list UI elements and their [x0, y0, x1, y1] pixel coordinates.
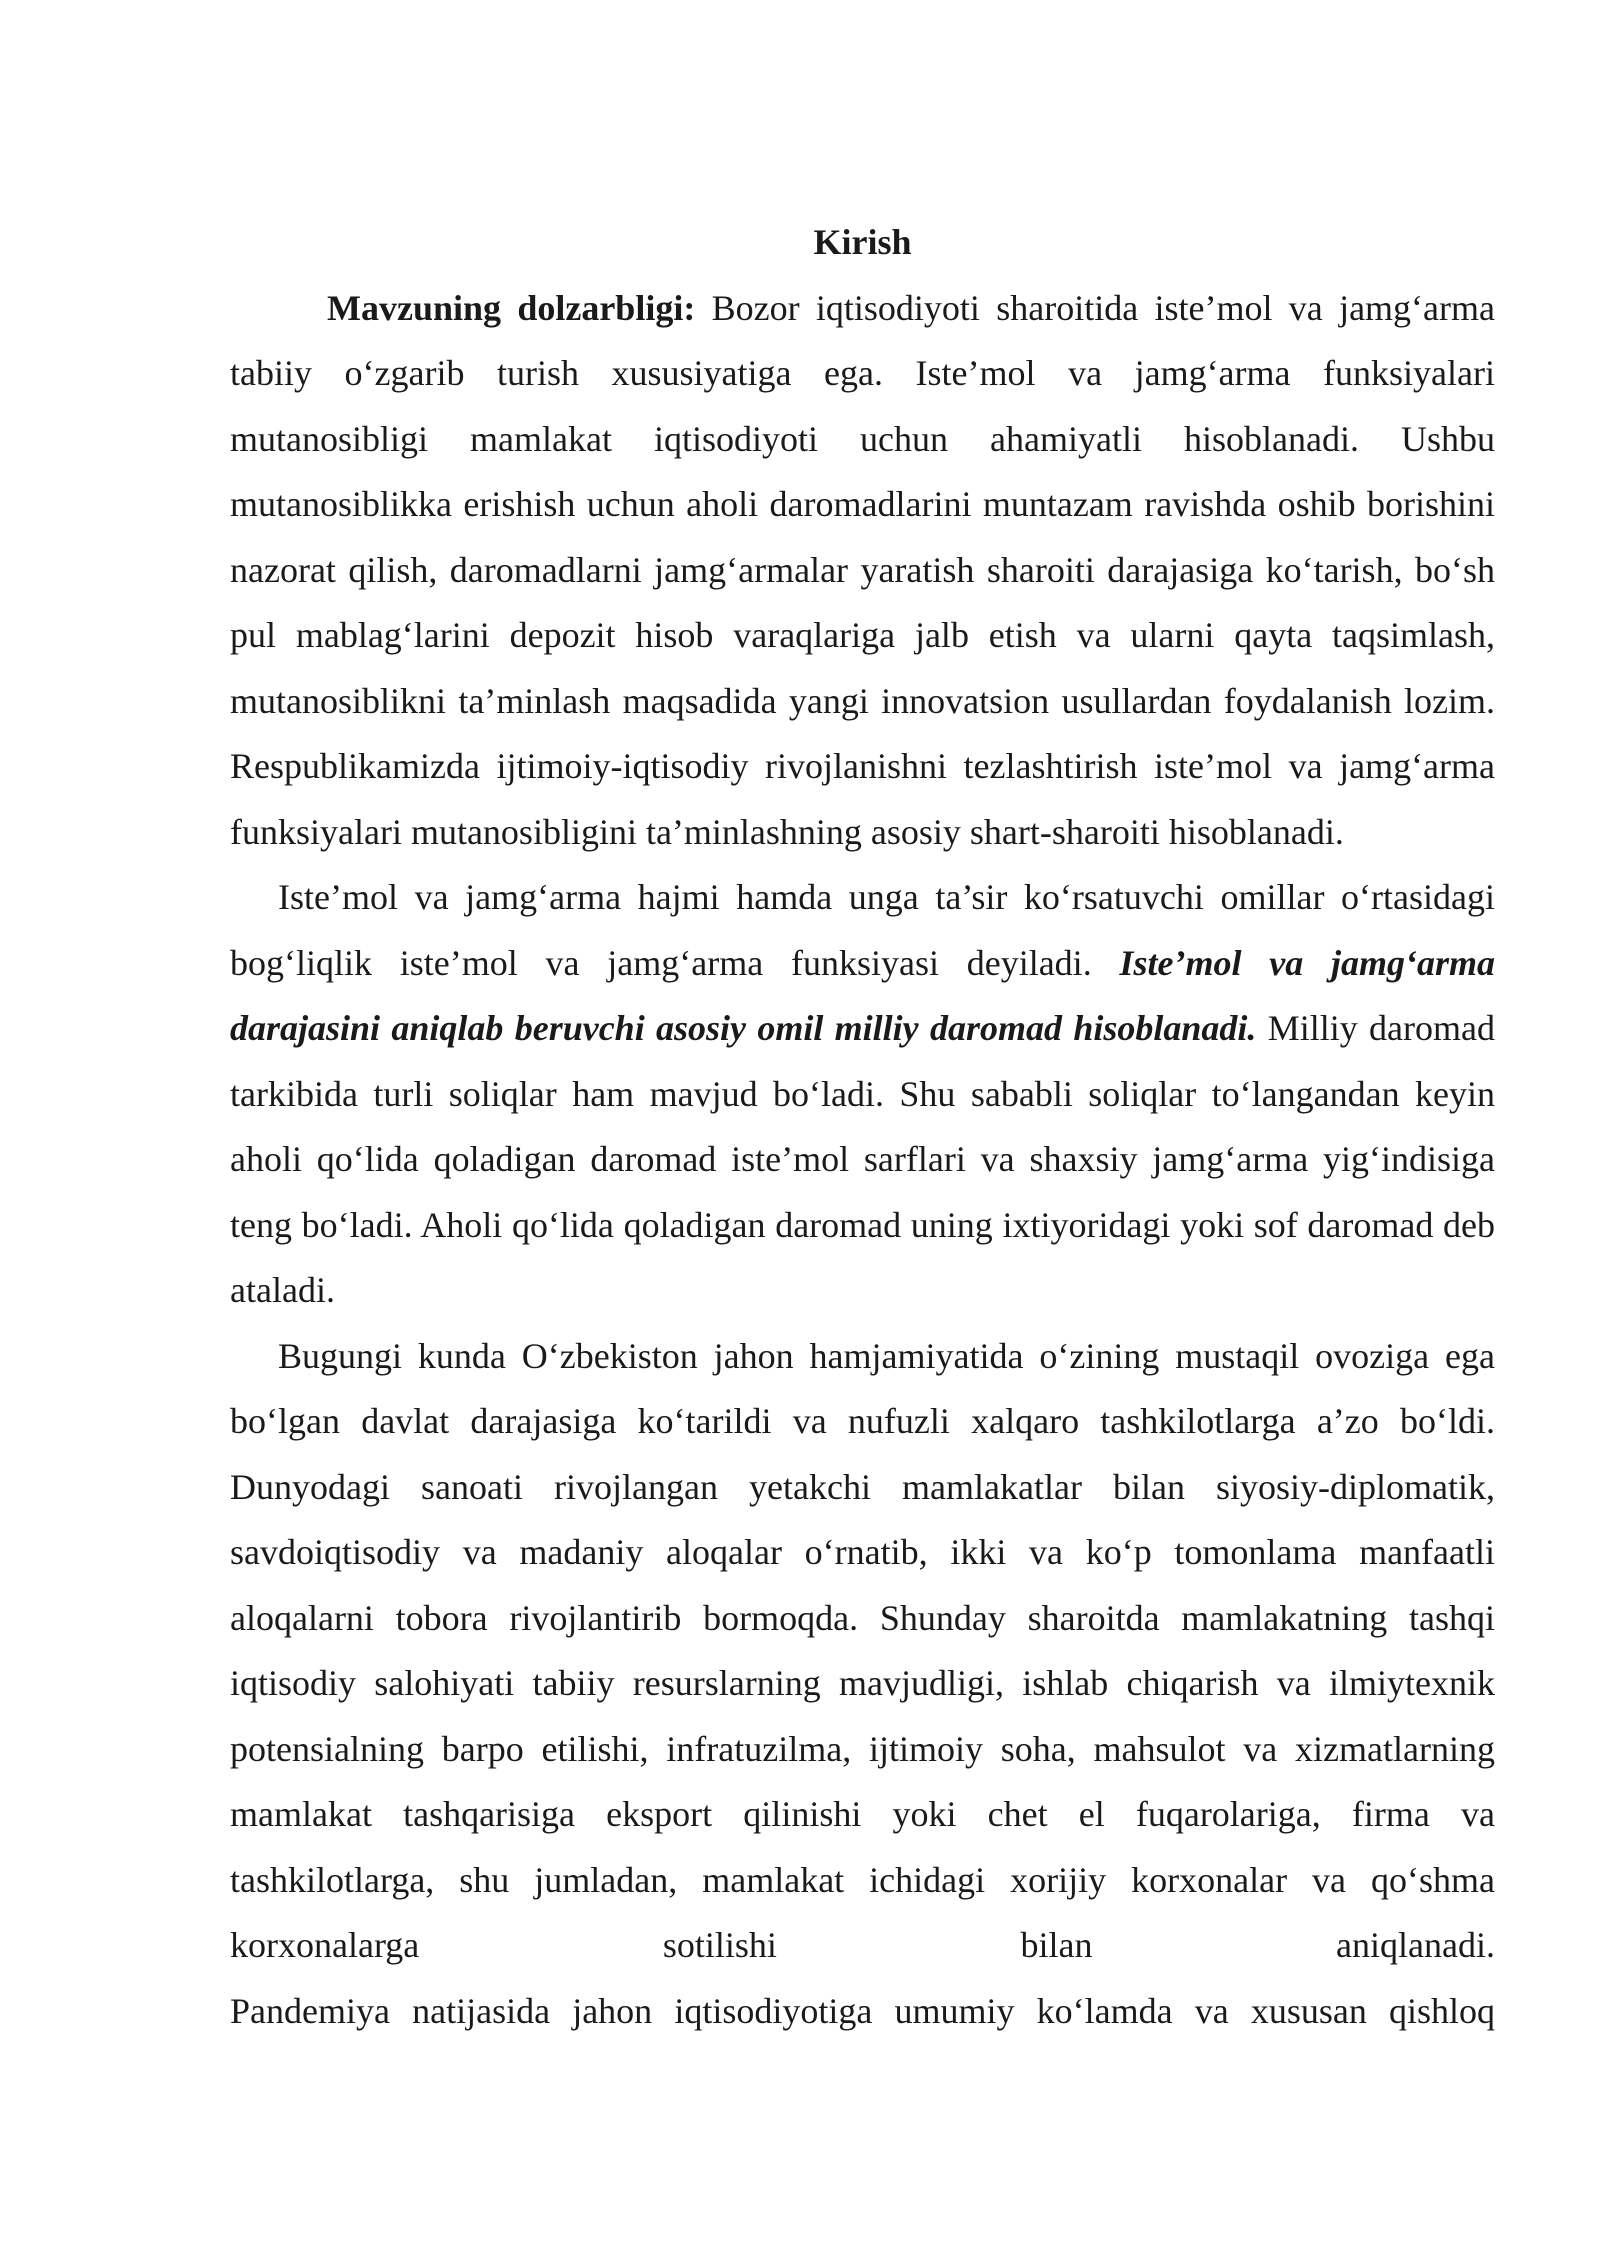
paragraph-text: Bugungi kunda O‘zbekiston jahon hamjamiyatida o‘zining mustaqil ovoziga ega bo‘lgan davlat darajasiga ko‘tarildi va nufuzli xalqaro tashkilotlarga a’zo bo‘ldi. Dunyodagi sanoati rivojlangan yetakchi mamlakatlar bilan siyosiy-diplomatik, savdoiqtisodiy va madaniy aloqalar o‘rnatib, ikki va ko‘p tomonlama manfaatli aloqalarni tobora rivojlantirib bormoqda. Shunday sharoitda mamlakatning tashqi iqtisodiy salohiyati tabiiy resurslarning mavjudligi, ishlab chiqarish va ilmiytexnik potensialning barpo etilishi, infratuzilma, ijtimoiy soha, mahsulot va xizmatlarning mamlakat tashqarisiga eksport qilinishi yoki chet el fuqarolariga, firma va tashkilotlarga, shu jumladan, mamlakat ichidagi xorijiy korxonalar va qo‘shma korxonalarga sotilishi bilan aniqlanadi. [230, 1335, 1495, 1965]
paragraph-emphasis: Iste’mol va jamg‘arma darajasini aniqlab beruvchi asosiy omil milliy daromad hisoblanadi. [230, 942, 1495, 1048]
paragraph-relevance [230, 276, 1495, 866]
paragraph-text: Bozor iqtisodiyoti sharoitida iste’mol va jamg‘arma tabiiy o‘zgarib turish xususiyatiga ega. Iste’mol va jamg‘arma funksiyalari mutanosibligi mamlakat iqtisodiyoti uchun ahamiyatli hisoblanadi. Ushbu mutanosiblikka erishish uchun aholi daromadlarini muntazam ravishda oshib borishini nazorat qilish, daromadlarni jamg‘armalar yaratish sharoiti darajasiga ko‘tarish, bo‘sh pul mablag‘larini depozit hisob varaqlariga jalb etish va ularni qayta taqsimlash, mutanosiblikni ta’minlash maqsadida yangi innovatsion usullardan foydalanish lozim. Respublikamizda ijtimoiy-iqtisodiy rivojlanishni tezlashtirish iste’mol va jamg‘arma funksiyalari mutanosibligini ta’minlashning asosiy shart-sharoiti hisoblanadi. [230, 287, 1495, 852]
paragraph-lead: Mavzuning dolzarbligi: [327, 287, 696, 328]
paragraph-consumption [230, 865, 1495, 1324]
paragraph-text: Pandemiya natijasida jahon iqtisodiyotiga umumiy ko‘lamda va xususan qishloq [230, 1990, 1495, 2031]
paragraph-text-after: Milliy daromad tarkibida turli soliqlar ham mavjud bo‘ladi. Shu sababli soliqlar to‘langandan keyin aholi qo‘lida qoladigan daromad iste’mol sarflari va shaxsiy jamg‘arma yig‘indisiga teng bo‘ladi. Aholi qo‘lida qoladigan daromad uning ixtiyoridagi yoki sof daromad deb ataladi. [230, 1008, 1495, 1310]
paragraph-continuation [230, 1979, 1495, 2045]
paragraph-uzbekistan [230, 1324, 1495, 1979]
document-page [230, 210, 1495, 2044]
paragraph-text-before: Iste’mol va jamg‘arma hajmi hamda unga ta’sir ko‘rsatuvchi omillar o‘rtasidagi bog‘liqlik iste’mol va jamg‘arma funksiyasi deyiladi. [230, 877, 1495, 983]
page-title: Kirish [813, 222, 912, 262]
